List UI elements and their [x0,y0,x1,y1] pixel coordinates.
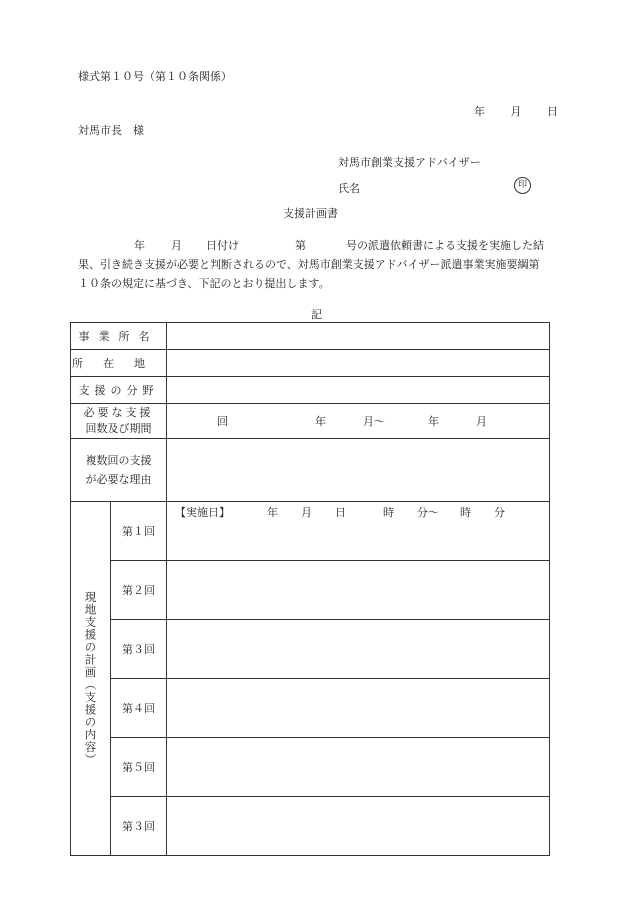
period-year2: 年 [428,415,439,428]
sender-organization: 対馬市創業支援アドバイザー [338,156,481,169]
session-2-label: 第２回 [111,561,167,620]
session-2-content[interactable] [167,561,550,620]
field-field[interactable] [167,377,550,404]
document-title: 支援計画書 [283,207,338,220]
period-month1: 月～ [363,415,385,428]
date-year: 年 [474,105,485,118]
plan-label-cell [71,502,111,856]
session-6-content[interactable] [167,797,550,856]
session-3-label: 第３回 [111,620,167,679]
impl-month: 月 [301,506,312,519]
body-paragraph [78,236,550,293]
session-4-label: 第４回 [111,679,167,738]
period-times: 回 [217,415,228,428]
impl-year: 年 [267,506,278,519]
session-1-content[interactable] [167,502,550,561]
location-label: 所在地 [71,350,167,377]
body-day-dated: 日付け [206,239,239,252]
date-month: 月 [510,105,522,118]
field-label: 支援の分野 [71,377,167,404]
period-month2: 月 [476,415,487,428]
reason-label-line2: が必要な理由 [85,473,152,486]
reason-label [71,439,167,502]
impl-hour: 時 [383,506,394,519]
needed-label-line2: 回数及び期間 [85,422,152,435]
session-6-label: 第３回 [111,797,167,856]
period-year1: 年 [315,415,326,428]
plan-label: 現地支援の計画（支援の内容） [83,591,98,766]
implementation-date-line [175,504,505,520]
needed-period-field[interactable] [167,404,550,439]
body-number-prefix: 第 [295,239,306,252]
submission-date [474,103,558,119]
session-5-content[interactable] [167,738,550,797]
body-month: 月 [171,239,182,252]
impl-day: 日 [335,506,346,519]
session-3-content[interactable] [167,620,550,679]
impl-minute2: 分 [494,506,505,519]
impl-label: 【実施日】 [175,506,230,519]
date-day: 日 [547,105,558,118]
reason-field[interactable] [167,439,550,502]
impl-minute-from: 分～ [417,506,439,519]
session-1-label: 第１回 [111,502,167,561]
addressee: 対馬市長 様 [78,124,144,137]
body-rest: 号の派遣依頼書による支援を実施した結果、引き続き支援が必要と判断されるので、対馬市創業支援アドバイザー派遣事業実施要綱第１０条の規定に基づき、下記のとおり提出します。 [78,239,544,290]
seal-mark: 印 [514,177,531,194]
impl-hour2: 時 [460,506,471,519]
session-4-content[interactable] [167,679,550,738]
needed-label [71,404,167,439]
office-name-field[interactable] [167,323,550,350]
body-year: 年 [134,239,145,252]
session-5-label: 第５回 [111,738,167,797]
location-field[interactable] [167,350,550,377]
sender-name-label: 氏名 [338,182,360,195]
reason-label-line1: 複数回の支援 [85,454,152,467]
form-number: 様式第１０号（第１０条関係） [78,70,232,83]
ki-heading: 記 [311,308,322,321]
office-name-label: 事業所名 [71,323,167,350]
needed-label-line1: 必要な支援 [83,406,154,419]
support-plan-table [70,322,550,856]
